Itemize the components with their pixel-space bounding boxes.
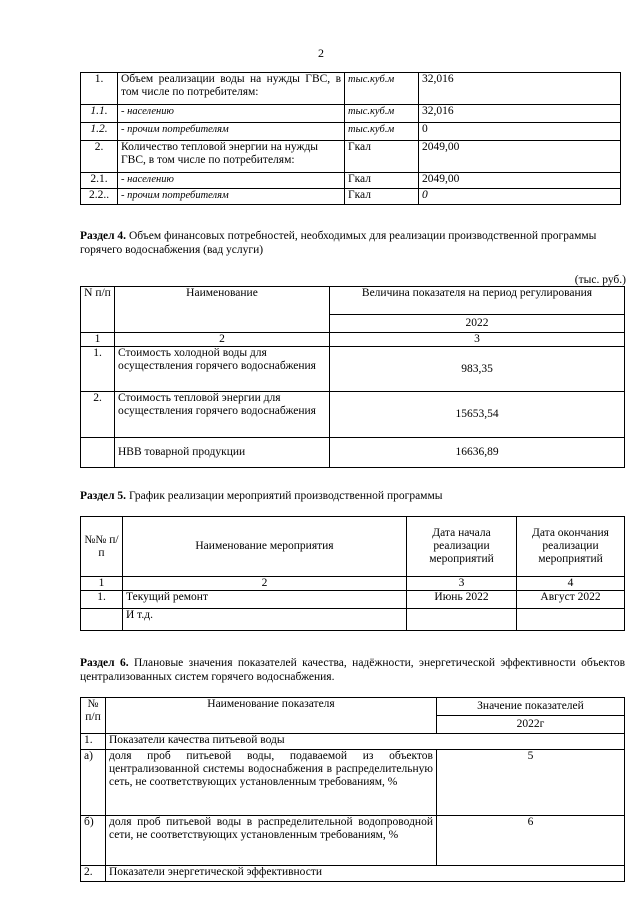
- row-end: Август 2022: [517, 591, 625, 609]
- row-end: [517, 609, 625, 631]
- indicators-table: [80, 697, 625, 882]
- row-value: 983,35: [330, 347, 625, 392]
- row-num: а): [81, 750, 106, 816]
- col-number: 3: [330, 333, 625, 347]
- table-header-row: [81, 698, 625, 716]
- row-num: 1.: [81, 347, 115, 392]
- table-row: [81, 123, 621, 141]
- column-numbers-row: [81, 333, 625, 347]
- column-numbers-row: [81, 577, 625, 591]
- schedule-table: [80, 516, 625, 631]
- section5-title: График реализации мероприятий производственной программы: [128, 490, 443, 502]
- row-value: 15653,54: [330, 392, 625, 438]
- row-num: 1.2.: [81, 123, 118, 141]
- row-unit: тыс.куб.м: [345, 105, 419, 123]
- row-unit: тыс.куб.м: [345, 73, 419, 105]
- row-num: 1.1.: [81, 105, 118, 123]
- header-start: Дата начала реализации мероприятий: [407, 517, 517, 577]
- col-number: 2: [123, 577, 407, 591]
- row-num: 2.: [81, 141, 118, 173]
- row-num: б): [81, 816, 106, 866]
- page-number: 2: [318, 46, 324, 60]
- section4-label: Раздел 4.: [80, 230, 127, 242]
- header-year: 2022: [330, 315, 625, 333]
- row-value: 5: [437, 750, 625, 816]
- header-name: Наименование: [115, 287, 330, 333]
- group-name: Показатели качества питьевой воды: [106, 734, 625, 750]
- finance-table: [80, 286, 625, 468]
- table-row: [81, 438, 625, 468]
- section5-heading: [80, 489, 625, 503]
- table-row: [81, 816, 625, 866]
- section4-title: Объем финансовых потребностей, необходимых для реализации производственной программы горячего водоснабжения (вад услуги): [80, 230, 597, 256]
- header-value: Значение показателей: [437, 698, 625, 716]
- row-name: Текущий ремонт: [123, 591, 407, 609]
- row-value: 0: [419, 189, 621, 205]
- row-num: 2.2..: [81, 189, 118, 205]
- row-name: Объем реализации воды на нужды ГВС, в том числе по потребителям:: [118, 73, 345, 105]
- row-unit: тыс.куб.м: [345, 123, 419, 141]
- row-unit: Гкал: [345, 141, 419, 173]
- table-row: [81, 189, 621, 205]
- table-header-row: [81, 517, 625, 577]
- section6-title: Плановые значения показателей качества, надёжности, энергетической эффективности объектов централизованных систем горячего водоснабжения.: [80, 657, 625, 683]
- section6-heading: [80, 656, 625, 684]
- table-row: [81, 591, 625, 609]
- row-value: 2049,00: [419, 173, 621, 189]
- row-name: И т.д.: [123, 609, 407, 631]
- table-row: [81, 105, 621, 123]
- row-name: доля проб питьевой воды, подаваемой из объектов централизованной системы водоснабжения в распределительную сеть, не соответствующих установленным требованиям, %: [106, 750, 437, 816]
- group-num: 2.: [81, 866, 106, 882]
- table-header-row: [81, 287, 625, 315]
- table-row: [81, 173, 621, 189]
- row-num: 1.: [81, 591, 123, 609]
- col-number: 1: [81, 577, 123, 591]
- table-row: [81, 609, 625, 631]
- row-name: Стоимость тепловой энергии для осуществления горячего водоснабжения: [115, 392, 330, 438]
- header-end: Дата окончания реализации мероприятий: [517, 517, 625, 577]
- table-row: [81, 73, 621, 105]
- row-name: НВВ товарной продукции: [115, 438, 330, 468]
- table-row: [81, 750, 625, 816]
- row-num: 2.: [81, 392, 115, 438]
- col-number: 4: [517, 577, 625, 591]
- col-number: 2: [115, 333, 330, 347]
- row-name: - прочим потребителям: [118, 123, 345, 141]
- row-name: Стоимость холодной воды для осуществления горячего водоснабжения: [115, 347, 330, 392]
- header-name: Наименование показателя: [106, 698, 437, 734]
- row-num: [81, 609, 123, 631]
- table-row: [81, 392, 625, 438]
- group-row: [81, 734, 625, 750]
- row-name: Количество тепловой энергии на нужды ГВС, в том числе по потребителям:: [118, 141, 345, 173]
- group-row: [81, 866, 625, 882]
- col-number: 1: [81, 333, 115, 347]
- row-value: 2049,00: [419, 141, 621, 173]
- section4-heading: [80, 229, 625, 257]
- row-unit: Гкал: [345, 189, 419, 205]
- row-name: - прочим потребителям: [118, 189, 345, 205]
- section6-label: Раздел 6.: [80, 657, 129, 669]
- row-num: 2.1.: [81, 173, 118, 189]
- row-unit: Гкал: [345, 173, 419, 189]
- row-name: доля проб питьевой воды в распределительной водопроводной сети, не соответствующих установленным требованиям, %: [106, 816, 437, 866]
- row-start: [407, 609, 517, 631]
- row-value: 32,016: [419, 73, 621, 105]
- row-name: - населению: [118, 173, 345, 189]
- section5-label: Раздел 5.: [80, 490, 127, 502]
- row-value: 32,016: [419, 105, 621, 123]
- header-num: N п/п: [81, 287, 115, 333]
- header-name: Наименование мероприятия: [123, 517, 407, 577]
- col-number: 3: [407, 577, 517, 591]
- row-value: 0: [419, 123, 621, 141]
- header-num: №№ п/п: [81, 517, 123, 577]
- header-num: № п/п: [81, 698, 106, 734]
- row-value: 6: [437, 816, 625, 866]
- row-num: 1.: [81, 73, 118, 105]
- header-value: Величина показателя на период регулирования: [330, 287, 625, 315]
- volume-table: [80, 72, 621, 205]
- row-num: [81, 438, 115, 468]
- header-year: 2022г: [437, 716, 625, 734]
- group-name: Показатели энергетической эффективности: [106, 866, 625, 882]
- row-value: 16636,89: [330, 438, 625, 468]
- group-num: 1.: [81, 734, 106, 750]
- row-start: Июнь 2022: [407, 591, 517, 609]
- table-row: [81, 141, 621, 173]
- table-row: [81, 347, 625, 392]
- row-name: - населению: [118, 105, 345, 123]
- units-note: (тыс. руб.): [574, 274, 626, 286]
